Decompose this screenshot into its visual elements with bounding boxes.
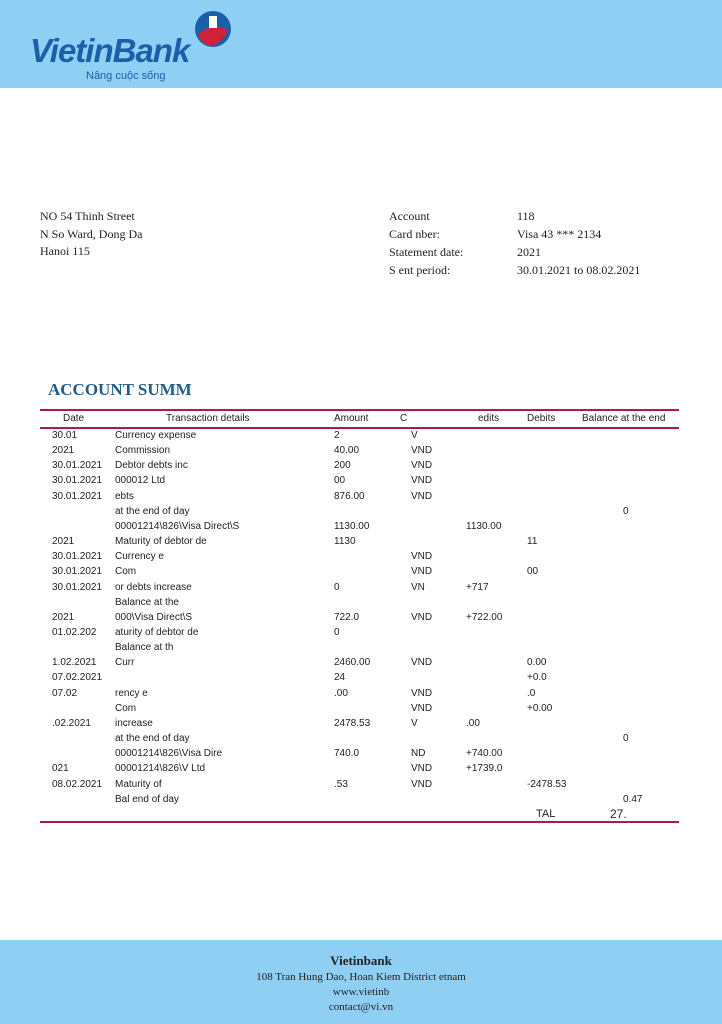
cell-date: 2021	[52, 611, 75, 623]
cell-transaction-details: Balance at th	[115, 642, 174, 654]
header-date: Date	[63, 413, 85, 424]
cell-amount: 2	[334, 430, 340, 441]
address-line-2: N So Ward, Dong Da	[40, 227, 143, 241]
address-line-3: Hanoi 115	[40, 244, 90, 258]
cell-debits: 11	[527, 536, 538, 547]
cell-amount: 722.0	[334, 611, 360, 623]
cell-amount: 24	[334, 672, 346, 684]
header-currency: C	[400, 413, 408, 424]
cell-debits: 00	[527, 566, 539, 578]
cell-amount: .00	[334, 687, 348, 699]
vietinbank-logo-icon	[192, 8, 234, 50]
cell-date: 2021	[52, 445, 75, 457]
cell-date: 08.02.2021	[52, 778, 103, 790]
cell-amount: .53	[334, 778, 348, 790]
cell-transaction-details: Com	[115, 566, 137, 578]
footer-bank-name: Vietinbank	[330, 953, 392, 968]
cell-transaction-details: ebts	[115, 490, 134, 502]
footer-website[interactable]: www.vietinb	[332, 986, 390, 998]
cell-balance: 0	[623, 733, 629, 744]
header-balance: Balance at the end	[582, 413, 666, 424]
card-number-value: Visa 43 *** 2134	[517, 227, 602, 241]
cell-amount: 0	[334, 581, 340, 593]
account-number-label: Account	[389, 209, 430, 223]
total-value: 27.	[610, 807, 627, 821]
cell-debits: +0.0	[527, 672, 547, 684]
account-number-value: 118	[517, 209, 535, 223]
cell-date: 2021	[52, 536, 75, 547]
cell-transaction-details: 00001214\826\V Ltd	[115, 763, 206, 775]
cell-currency: VND	[411, 475, 433, 487]
brand-tagline: Nâng cuộc sống	[86, 70, 166, 82]
cell-amount: 00	[334, 475, 346, 487]
cell-transaction-details: at the end of day	[115, 733, 190, 744]
cell-currency: VND	[411, 460, 433, 472]
cell-date: 1.02.2021	[52, 657, 97, 669]
cell-currency: VND	[411, 763, 433, 775]
cell-currency: VND	[411, 566, 433, 578]
footer-address: 108 Tran Hung Dao, Hoan Kiem District etnam	[256, 971, 466, 983]
cell-amount: 876.00	[334, 490, 365, 502]
cell-currency: ND	[411, 748, 426, 760]
table-header-rule	[40, 427, 679, 429]
brand-name: VietinBank	[30, 32, 190, 69]
footer-banner	[0, 940, 722, 1024]
cell-currency: VND	[411, 551, 433, 563]
cell-transaction-details: Maturity of	[115, 778, 162, 790]
cell-transaction-details: 00001214\826\Visa Direct\S	[115, 520, 240, 532]
cell-transaction-details: or debts increase	[115, 581, 192, 593]
cell-amount: 2478.53	[334, 717, 371, 729]
statement-date-value: 2021	[517, 245, 541, 259]
cell-transaction-details: Currency e	[115, 551, 164, 563]
cell-amount: 200	[334, 460, 351, 472]
cell-currency: VND	[411, 490, 433, 502]
address-line-1: NO 54 Thinh Street	[40, 209, 135, 223]
cell-date: 07.02.2021	[52, 672, 103, 684]
footer-email[interactable]: contact@vi.vn	[328, 1001, 394, 1013]
cell-credits: +722.00	[466, 611, 503, 623]
account-summary-title: ACCOUNT SUMM	[48, 380, 192, 399]
cell-transaction-details: 000\Visa Direct\S	[115, 611, 193, 623]
cell-transaction-details: Debtor debts inc	[115, 460, 188, 472]
cell-currency: VN	[411, 581, 425, 593]
cell-date: 30.01.2021	[52, 475, 103, 487]
cell-amount: 1130.00	[334, 520, 370, 532]
cell-transaction-details: Com	[115, 702, 137, 714]
cell-date: 021	[52, 763, 69, 775]
cell-date: 30.01.2021	[52, 581, 103, 593]
cell-debits: -2478.53	[527, 778, 567, 790]
cell-balance: 0	[623, 505, 629, 517]
statement-period-value: 30.01.2021 to 08.02.2021	[517, 263, 641, 277]
cell-amount: 740.0	[334, 748, 360, 760]
cell-transaction-details: Maturity of debtor de	[115, 536, 207, 547]
statement-date-label: Statement date:	[389, 245, 464, 259]
cell-transaction-details: increase	[115, 717, 153, 729]
statement-period-label: S ent period:	[389, 263, 451, 277]
cell-transaction-details: aturity of debtor de	[115, 627, 199, 638]
header-amount: Amount	[334, 413, 369, 424]
cell-debits: 0.00	[527, 657, 547, 669]
total-label: TAL	[536, 808, 556, 820]
cell-currency: VND	[411, 687, 433, 699]
cell-currency: VND	[411, 778, 433, 790]
cell-date: 07.02	[52, 687, 78, 699]
cell-credits: +740.00	[466, 748, 503, 760]
cell-amount: 1130	[334, 536, 356, 547]
cell-date: 30.01.2021	[52, 460, 103, 472]
cell-transaction-details: at the end of day	[115, 505, 190, 517]
cell-transaction-details: Curr	[115, 657, 135, 669]
header-transaction-details: Transaction details	[166, 413, 250, 424]
vietinbank-logo	[30, 8, 240, 86]
cell-balance: 0.47	[623, 793, 643, 805]
cell-date: 30.01.2021	[52, 566, 103, 578]
cell-credits: 1130.00	[466, 520, 502, 532]
table-top-rule	[40, 409, 679, 411]
cell-date: 30.01	[52, 430, 78, 441]
table-bottom-rule	[40, 821, 679, 823]
cell-date: .02.2021	[52, 717, 91, 729]
cell-date: 30.01.2021	[52, 551, 103, 563]
card-number-label: Card nber:	[389, 227, 440, 241]
cell-date: 01.02.202	[52, 627, 97, 638]
cell-currency: VND	[411, 611, 433, 623]
cell-debits: .0	[527, 687, 536, 699]
cell-transaction-details: Balance at the	[115, 596, 179, 608]
cell-amount: 0	[334, 627, 340, 638]
cell-credits: .00	[466, 717, 480, 729]
cell-date: 30.01.2021	[52, 490, 103, 502]
cell-currency: VND	[411, 657, 433, 669]
header-debits: Debits	[527, 413, 556, 424]
cell-transaction-details: Bal end of day	[115, 793, 179, 805]
cell-transaction-details: rency e	[115, 687, 148, 699]
cell-transaction-details: Currency expense	[115, 430, 197, 441]
cell-amount: 40.00	[334, 445, 360, 457]
cell-transaction-details: 000012 Ltd	[115, 475, 166, 487]
cell-transaction-details: Commission	[115, 445, 171, 457]
header-banner	[0, 0, 722, 88]
cell-debits: +0.00	[527, 702, 553, 714]
cell-credits: +717	[466, 581, 489, 593]
cell-currency: V	[411, 430, 418, 441]
cell-amount: 2460.00	[334, 657, 371, 669]
header-credits: edits	[478, 413, 500, 424]
cell-currency: V	[411, 717, 418, 729]
cell-currency: VND	[411, 702, 433, 714]
cell-currency: VND	[411, 445, 433, 457]
cell-credits: +1739.0	[466, 763, 503, 775]
cell-transaction-details: 00001214\826\Visa Dire	[115, 748, 223, 760]
